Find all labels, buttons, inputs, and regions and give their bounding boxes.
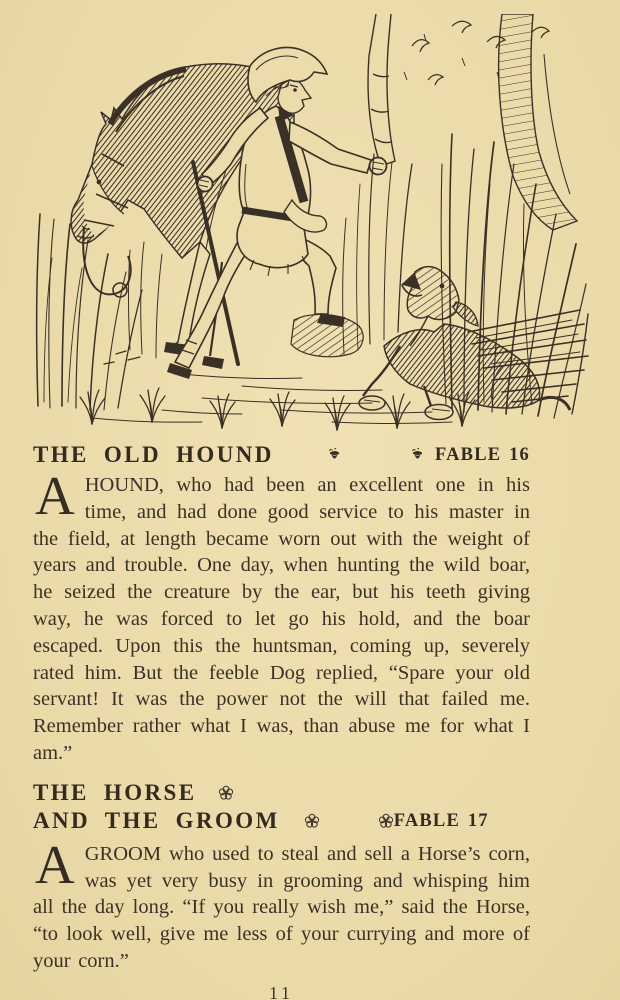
acorn-ornament-icon <box>411 448 424 463</box>
acorn-ornament-icon <box>328 448 341 463</box>
page-number: 11 <box>269 982 294 1000</box>
fable17-title-line2: AND THE GROOM <box>33 807 280 833</box>
tall-grass-left <box>37 214 142 410</box>
fable16-dropcap: A <box>35 465 75 526</box>
text-block <box>33 442 530 1000</box>
fable17-title-line1: THE HORSE <box>33 779 197 805</box>
fable17-dropcap: A <box>35 833 75 895</box>
fable17-heading-line1 <box>33 779 530 807</box>
fable17-paragraph <box>33 833 530 975</box>
fable16-heading <box>33 442 530 468</box>
grass-tuft <box>270 392 295 426</box>
fable17-heading-line2 <box>33 807 530 835</box>
grass-tuft <box>140 388 165 422</box>
fable17-number: FABLE 17 <box>393 810 489 831</box>
fable16-paragraph <box>33 465 530 767</box>
fable-illustration <box>30 14 590 434</box>
florette-ornament-icon <box>378 813 394 829</box>
florette-ornament-icon <box>304 813 320 829</box>
fable16-text: HOUND, who had been an excellent one in his time, and had done good service to his master in the field, at length became worn out with the weight of years and trouble. One day, when hunting the wild boar, he seized the creature by the ear, but his teeth giving way, he was forced to let go his hold, and the boar escaped. Upon this the huntsman, coming up, severely rated him. But the feeble Dog replied, “Spare your old servant! It was the power not the will that failed me. Remember rather what I was, than abuse me for what I am.” <box>33 474 530 764</box>
grass-tuft <box>385 394 410 428</box>
florette-ornament-icon <box>218 785 234 801</box>
fable16-number: FABLE 16 <box>434 445 530 465</box>
trees <box>368 14 577 230</box>
fable17-heading <box>33 779 530 835</box>
fable17-text: GROOM who used to steal and sell a Horse’s corn, was yet very busy in grooming and whisping him all the day long. “If you really wish me,” said the Horse, “to look well, give me less of your currying and more of your corn.” <box>33 842 530 972</box>
fable16-title: THE OLD HOUND <box>33 442 274 467</box>
old-hound <box>359 267 570 420</box>
